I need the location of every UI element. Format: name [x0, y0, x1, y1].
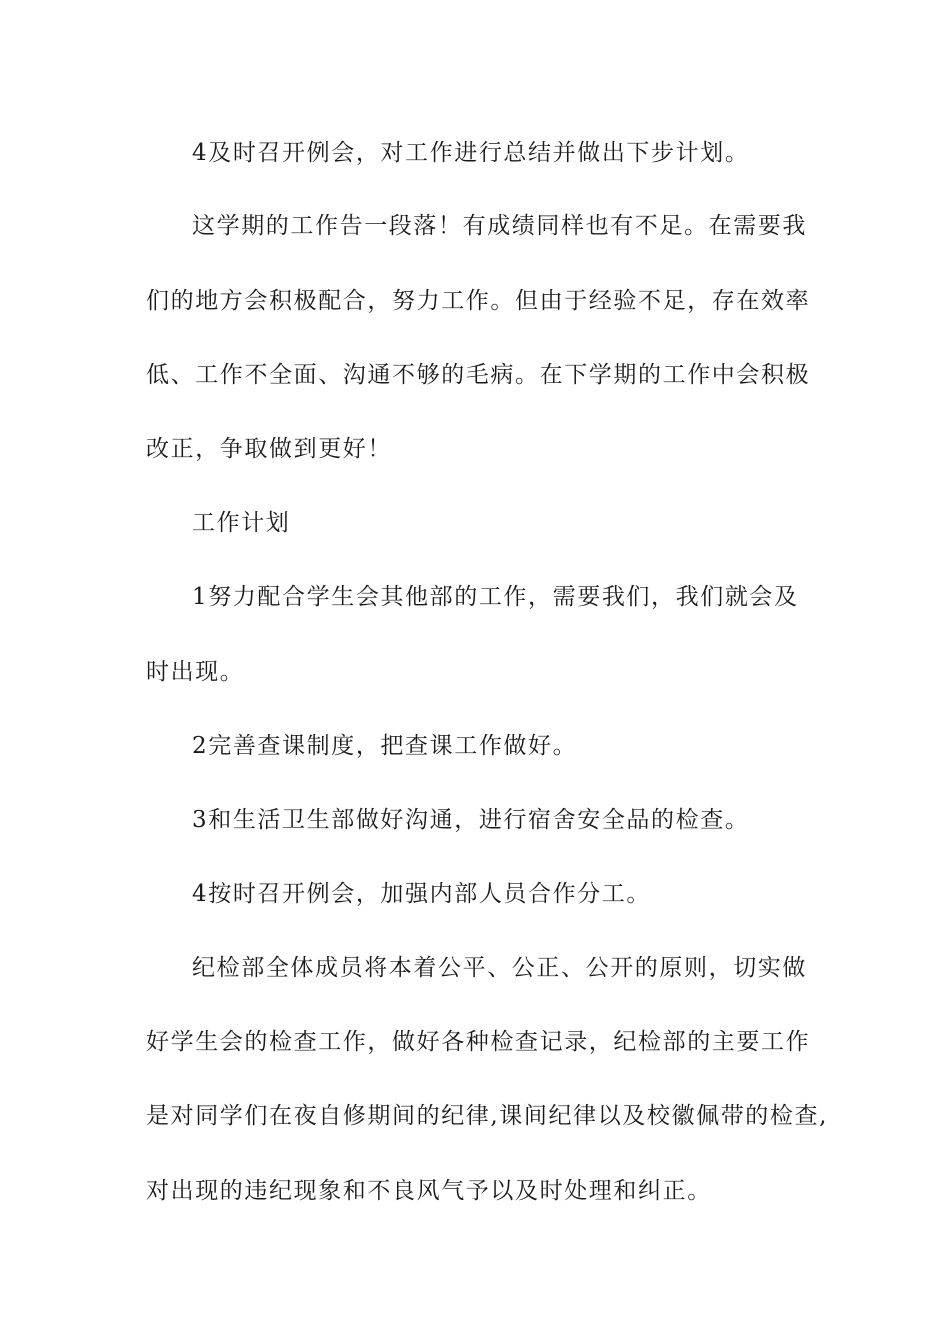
text-line: 是对同学们在夜自修期间的纪律,课间纪律以及校徽佩带的检查, [146, 1103, 829, 1129]
text-line: 对出现的违纪现象和不良风气予以及时处理和纠正。 [146, 1178, 712, 1204]
text-line: 们的地方会积极配合，努力工作。但由于经验不足，存在效率 [146, 288, 811, 314]
text-line: 4按时召开例会，加强内部人员合作分工。 [192, 881, 652, 907]
text-line: 4及时召开例会，对工作进行总结并做出下步计划。 [192, 140, 750, 166]
text-line: 好学生会的检查工作，做好各种检查记录，纪检部的主要工作 [146, 1029, 811, 1055]
text-line: 低、工作不全面、沟通不够的毛病。在下学期的工作中会积极 [146, 362, 811, 388]
text-line: 改正，争取做到更好！ [146, 436, 392, 462]
section-heading: 工作计划 [192, 510, 291, 536]
text-line: 这学期的工作告一段落！有成绩同样也有不足。在需要我 [192, 213, 807, 239]
text-line: 纪检部全体成员将本着公平、公正、公开的原则，切实做 [192, 955, 807, 981]
text-line: 时出现。 [146, 659, 245, 685]
text-line: 1努力配合学生会其他部的工作，需要我们，我们就会及 [192, 584, 799, 610]
text-line: 3和生活卫生部做好沟通，进行宿舍安全品的检查。 [192, 807, 750, 833]
text-line: 2完善查课制度，把查课工作做好。 [192, 733, 578, 759]
